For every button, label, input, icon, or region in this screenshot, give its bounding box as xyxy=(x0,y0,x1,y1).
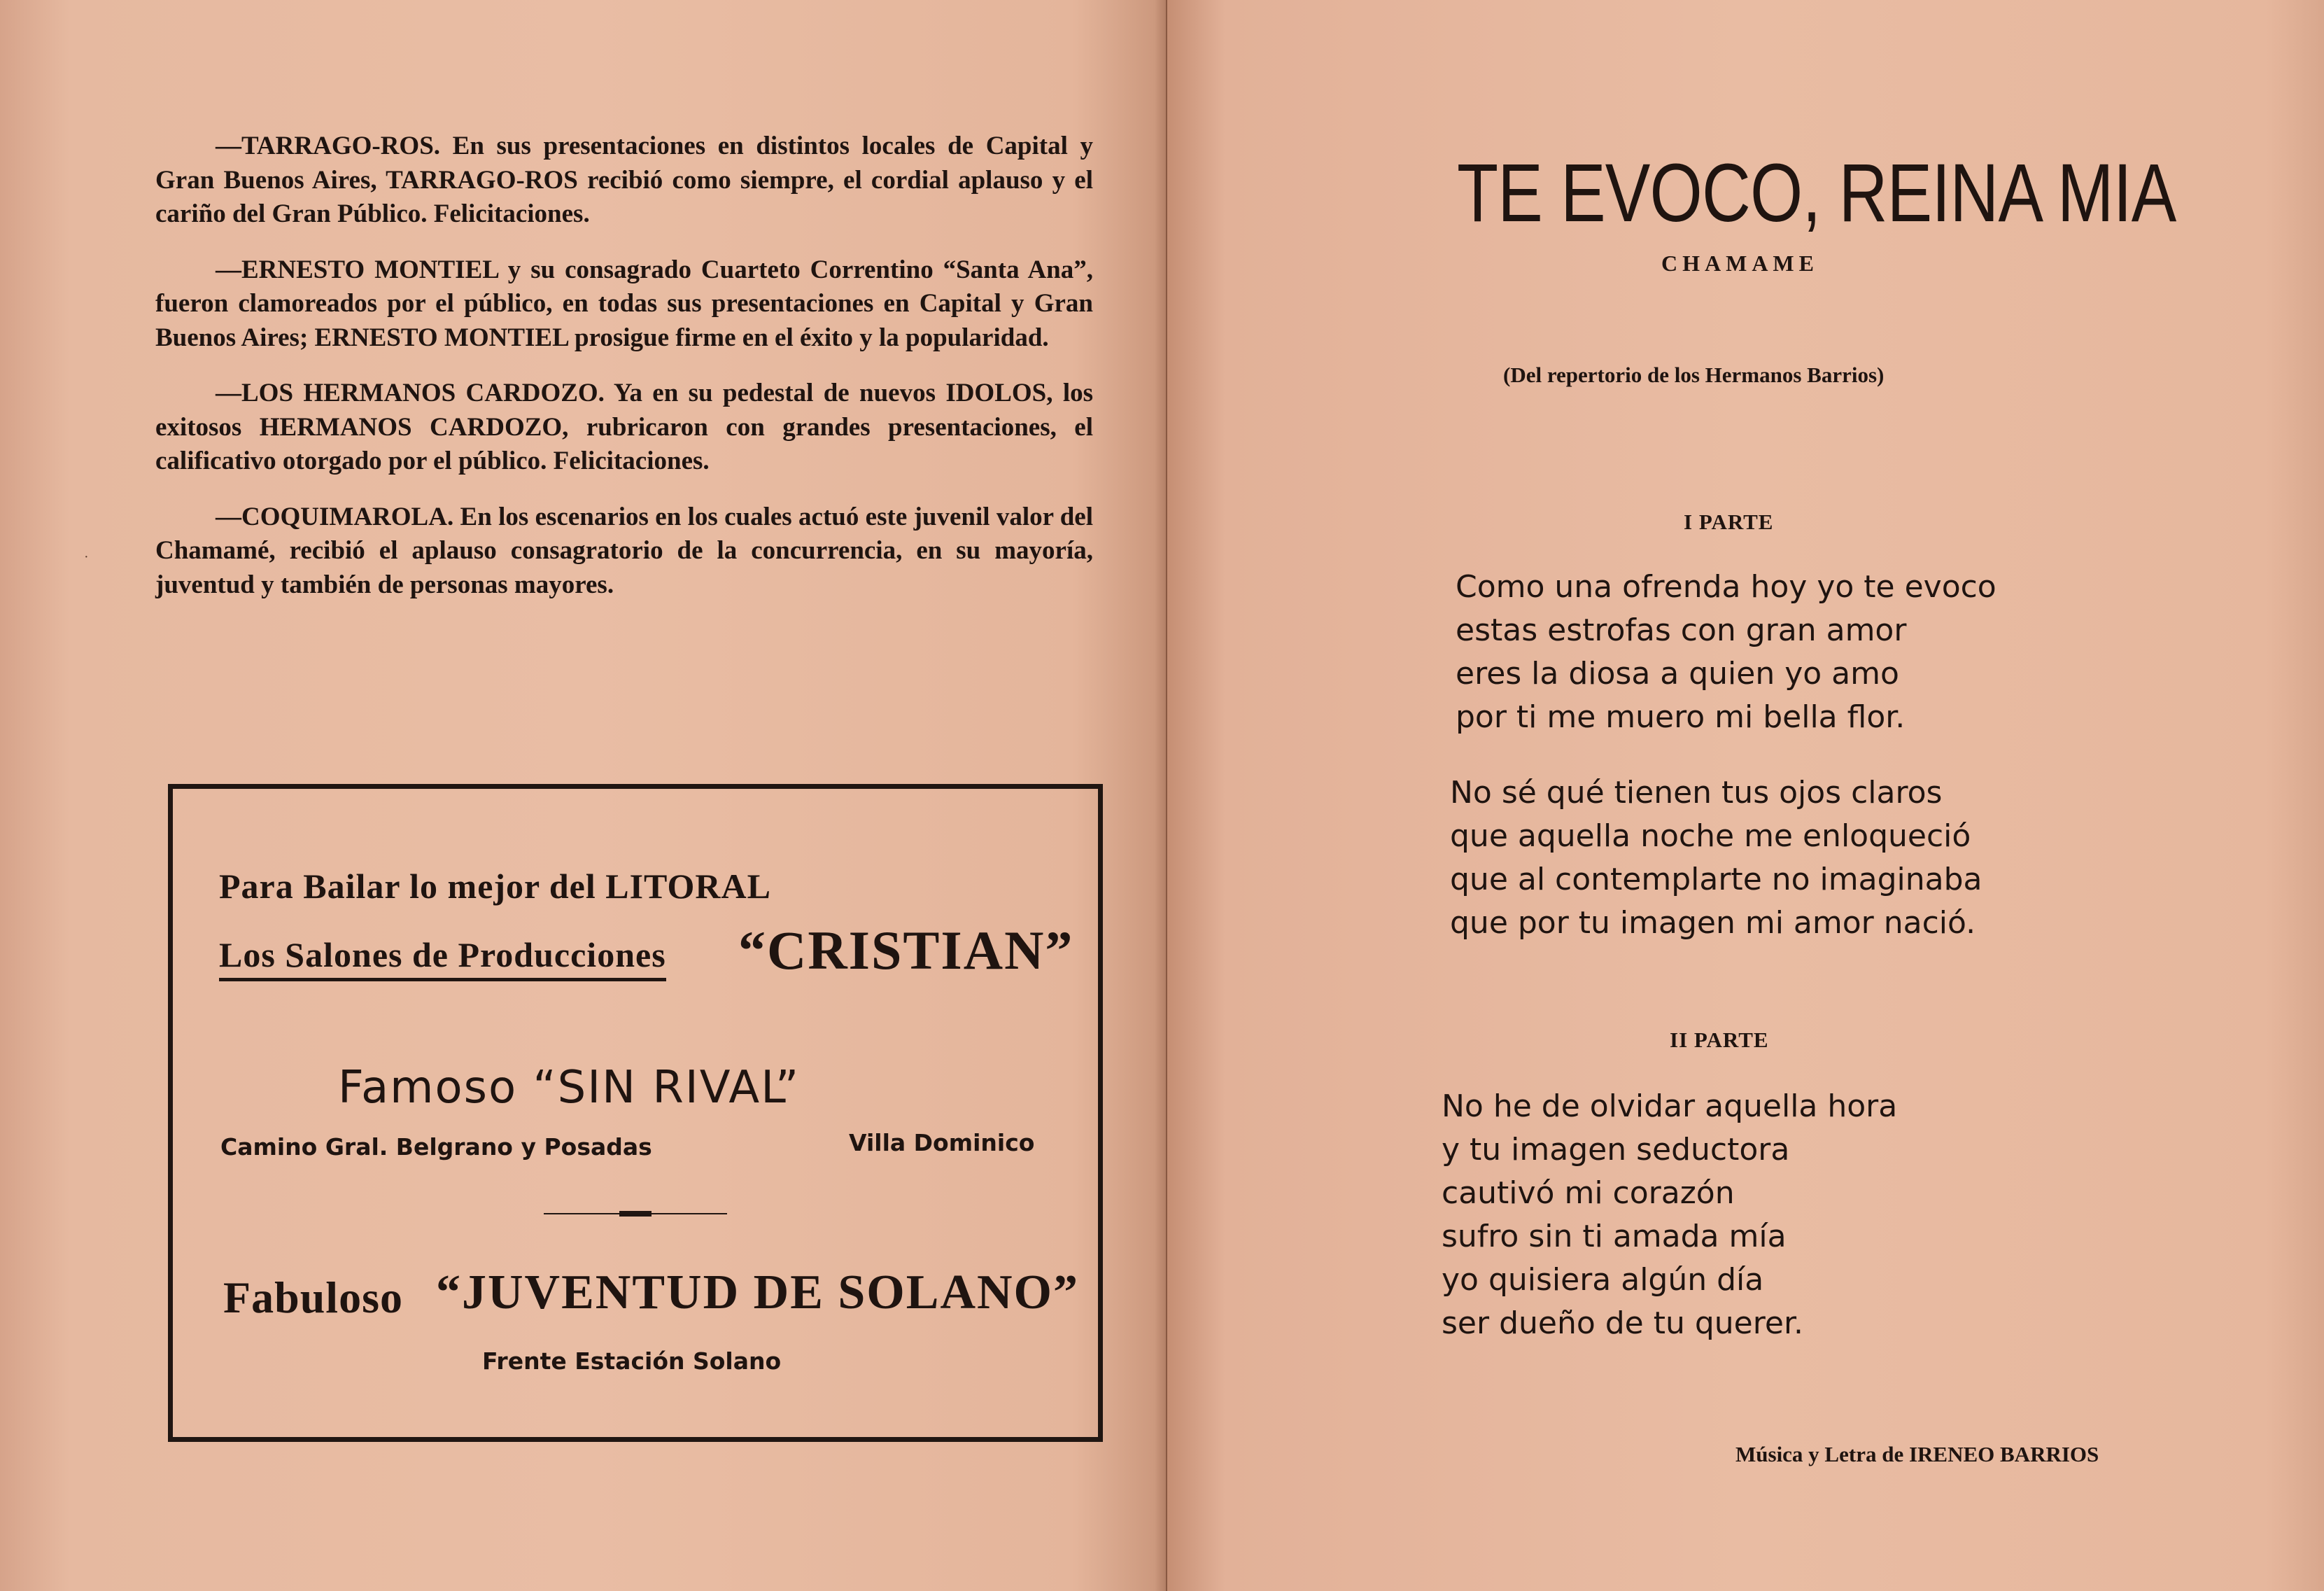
ad-headline: Para Bailar lo mejor del LITORAL xyxy=(219,867,771,906)
song-title: TE EVOCO, REINA MIA xyxy=(1457,147,2176,239)
verse-line: que al contemplarte no imaginaba xyxy=(1450,862,1983,897)
verse-line: y tu imagen seductora xyxy=(1442,1132,1790,1168)
verse-line: cautivó mi corazón xyxy=(1442,1175,1735,1211)
verse-line: sufro sin ti amada mía xyxy=(1442,1219,1787,1254)
verse-line: eres la diosa a quien yo amo xyxy=(1456,656,1899,692)
verse-line: por ti me muero mi bella flor. xyxy=(1456,699,1906,735)
verse-line: estas estrofas con gran amor xyxy=(1456,612,1907,648)
ad-brand: “CRISTIAN” xyxy=(738,920,1074,981)
verse-line: que aquella noche me enloqueció xyxy=(1450,818,1971,854)
news-column xyxy=(155,129,1093,624)
song-credit: Música y Letra de IRENEO BARRIOS xyxy=(1735,1442,2099,1466)
stanza-three xyxy=(1442,1085,1897,1345)
news-item-hermanos-cardozo: —LOS HERMANOS CARDOZO. Ya en su pedestal de nuevos IDOLOS, los exitosos HERMANOS CARDOZO, rubricaron con grandes presentaciones, el calificativo otorgado por el público. Felicitaciones. xyxy=(155,379,1093,475)
ad-venue-solano-name: “JUVENTUD DE SOLANO” xyxy=(436,1266,1079,1319)
song-genre: CHAMAME xyxy=(1661,251,1819,276)
verse-line: Como una ofrenda hoy yo te evoco xyxy=(1456,569,1996,605)
stanza-two xyxy=(1450,771,1982,945)
ad-venue-sin-rival-address: Camino Gral. Belgrano y Posadas xyxy=(220,1133,652,1161)
ad-divider xyxy=(544,1209,727,1219)
part-two-heading: II PARTE xyxy=(1670,1028,1769,1052)
ad-subheadline: Los Salones de Producciones xyxy=(219,934,666,981)
verse-line: ser dueño de tu querer. xyxy=(1442,1305,1803,1341)
stanza-one xyxy=(1456,566,1996,739)
news-item-tarrago-ros: —TARRAGO-ROS. En sus presentaciones en distintos locales de Capital y Gran Buenos Aires, TARRAGO-ROS recibió como siempre, el cordial aplauso y el cariño del Gran Público. Felicitaciones. xyxy=(155,132,1093,228)
verse-line: que por tu imagen mi amor nació. xyxy=(1450,905,1976,941)
verse-line: yo quisiera algún día xyxy=(1442,1262,1764,1298)
verse-line: No sé qué tienen tus ojos claros xyxy=(1450,775,1943,811)
ad-venue-sin-rival: Famoso “SIN RIVAL” xyxy=(338,1062,801,1114)
song-repertoire: (Del repertorio de los Hermanos Barrios) xyxy=(1503,363,1885,387)
paper-speck: · xyxy=(84,549,89,565)
part-one-heading: I PARTE xyxy=(1684,510,1774,534)
news-item-coquimarola: —COQUIMAROLA. En los escenarios en los cuales actuó este juvenil valor del Chamamé, recibió el aplauso consagratorio de la concurrencia, en su mayoría, juventud y también de personas mayores. xyxy=(155,502,1093,599)
advertisement-box xyxy=(168,784,1103,1442)
news-item-ernesto-montiel: —ERNESTO MONTIEL y su consagrado Cuarteto Correntino “Santa Ana”, fueron clamoreados por el público, en todas sus presentaciones en Capital y Gran Buenos Aires; ERNESTO MONTIEL prosigue firme en el éxito y la popularidad. xyxy=(155,255,1093,352)
ad-venue-solano-address: Frente Estación Solano xyxy=(482,1347,782,1375)
verse-line: No he de olvidar aquella hora xyxy=(1442,1088,1898,1124)
ad-venue-solano-prefix: Fabuloso xyxy=(223,1273,403,1322)
ad-venue-sin-rival-locality: Villa Dominico xyxy=(849,1129,1035,1156)
